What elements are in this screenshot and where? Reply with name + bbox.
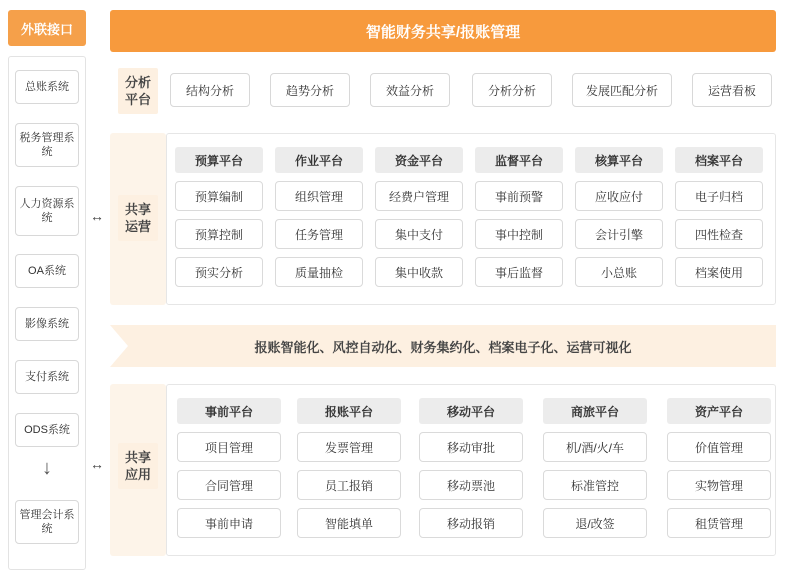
shared-application-label-line2: 应用 — [124, 467, 151, 482]
op-column-2-cell-2[interactable]: 集中收款 — [375, 257, 463, 287]
capabilities-banner — [110, 325, 776, 367]
app-column-2-head: 移动平台 — [419, 398, 523, 424]
shared-application-label — [118, 443, 158, 489]
arrow-down-icon: ↓ — [42, 457, 52, 479]
op-column-1-cell-2[interactable]: 质量抽检 — [275, 257, 363, 287]
op-column-4 — [575, 147, 663, 287]
op-column-3-cell-0[interactable]: 事前预警 — [475, 181, 563, 211]
op-column-2-head: 资金平台 — [375, 147, 463, 173]
app-column-0-cell-2[interactable]: 事前申请 — [177, 508, 281, 538]
op-column-5-head: 档案平台 — [675, 147, 763, 173]
op-column-5-cell-2[interactable]: 档案使用 — [675, 257, 763, 287]
analysis-chip-0[interactable]: 结构分析 — [170, 73, 250, 107]
left-item-2[interactable]: 人力资源系统 — [15, 186, 79, 236]
app-column-4-cell-0[interactable]: 价值管理 — [667, 432, 771, 462]
op-column-3 — [475, 147, 563, 287]
analysis-chip-3[interactable]: 分析分析 — [472, 73, 552, 107]
app-column-0-cell-0[interactable]: 项目管理 — [177, 432, 281, 462]
op-column-4-cell-1[interactable]: 会计引擎 — [575, 219, 663, 249]
app-column-3-head: 商旅平台 — [543, 398, 647, 424]
op-column-5 — [675, 147, 763, 287]
app-column-0-head: 事前平台 — [177, 398, 281, 424]
external-interface-column — [8, 10, 86, 570]
app-column-2 — [419, 398, 523, 538]
app-column-4-head: 资产平台 — [667, 398, 771, 424]
app-column-3 — [543, 398, 647, 538]
analysis-chip-2[interactable]: 效益分析 — [370, 73, 450, 107]
app-column-0-cell-1[interactable]: 合同管理 — [177, 470, 281, 500]
external-interface-header: 外联接口 — [8, 10, 86, 46]
op-column-1-head: 作业平台 — [275, 147, 363, 173]
op-column-3-cell-1[interactable]: 事中控制 — [475, 219, 563, 249]
app-column-3-cell-2[interactable]: 退/改签 — [543, 508, 647, 538]
app-column-1-cell-0[interactable]: 发票管理 — [297, 432, 401, 462]
page-title: 智能财务共享/报账管理 — [110, 10, 776, 52]
app-column-4-cell-1[interactable]: 实物管理 — [667, 470, 771, 500]
app-column-1 — [297, 398, 401, 538]
op-column-3-head: 监督平台 — [475, 147, 563, 173]
shared-application-link-arrow-icon: ↔ — [90, 456, 104, 472]
banner-text: 报账智能化、风控自动化、财务集约化、档案电子化、运营可视化 — [254, 339, 632, 355]
app-column-1-cell-1[interactable]: 员工报销 — [297, 470, 401, 500]
analysis-chip-4[interactable]: 发展匹配分析 — [572, 73, 672, 107]
op-column-3-cell-2[interactable]: 事后监督 — [475, 257, 563, 287]
left-item-4[interactable]: 影像系统 — [15, 307, 79, 341]
analysis-platform-label — [118, 68, 158, 114]
op-column-1-cell-1[interactable]: 任务管理 — [275, 219, 363, 249]
app-column-3-cell-1[interactable]: 标准管控 — [543, 470, 647, 500]
shared-operation-label-line2: 运营 — [124, 219, 151, 234]
op-column-5-cell-1[interactable]: 四性检查 — [675, 219, 763, 249]
shared-operation-label — [118, 195, 158, 241]
app-column-3-cell-0[interactable]: 机/酒/火/车 — [543, 432, 647, 462]
shared-application-label-line1: 共享 — [124, 450, 151, 465]
left-item-6[interactable]: ODS系统 — [15, 413, 79, 447]
op-column-0-cell-2[interactable]: 预实分析 — [175, 257, 263, 287]
app-column-0 — [177, 398, 281, 538]
shared-operation-link-arrow-icon: ↔ — [90, 208, 104, 224]
app-column-1-cell-2[interactable]: 智能填单 — [297, 508, 401, 538]
app-column-2-cell-1[interactable]: 移动票池 — [419, 470, 523, 500]
op-column-1-cell-0[interactable]: 组织管理 — [275, 181, 363, 211]
op-column-0 — [175, 147, 263, 287]
left-item-5[interactable]: 支付系统 — [15, 360, 79, 394]
analysis-label-line1: 分析 — [124, 75, 151, 90]
analysis-chip-1[interactable]: 趋势分析 — [270, 73, 350, 107]
shared-operation-label-line1: 共享 — [124, 202, 151, 217]
analysis-chip-5[interactable]: 运营看板 — [692, 73, 772, 107]
left-item-0[interactable]: 总账系统 — [15, 70, 79, 104]
op-column-0-cell-0[interactable]: 预算编制 — [175, 181, 263, 211]
app-column-4-cell-2[interactable]: 租赁管理 — [667, 508, 771, 538]
app-column-2-cell-0[interactable]: 移动审批 — [419, 432, 523, 462]
op-column-2-cell-1[interactable]: 集中支付 — [375, 219, 463, 249]
app-column-4 — [667, 398, 771, 538]
op-column-2-cell-0[interactable]: 经费户管理 — [375, 181, 463, 211]
left-item-3[interactable]: OA系统 — [15, 254, 79, 288]
op-column-1 — [275, 147, 363, 287]
left-item-1[interactable]: 税务管理系统 — [15, 123, 79, 167]
op-column-4-cell-0[interactable]: 应收应付 — [575, 181, 663, 211]
app-column-2-cell-2[interactable]: 移动报销 — [419, 508, 523, 538]
shared-application-panel — [166, 384, 776, 556]
op-column-0-cell-1[interactable]: 预算控制 — [175, 219, 263, 249]
analysis-label-line2: 平台 — [124, 92, 151, 107]
op-column-4-cell-2[interactable]: 小总账 — [575, 257, 663, 287]
analysis-platform-row — [166, 63, 776, 119]
op-column-4-head: 核算平台 — [575, 147, 663, 173]
shared-operation-panel — [166, 133, 776, 305]
op-column-2 — [375, 147, 463, 287]
op-column-0-head: 预算平台 — [175, 147, 263, 173]
left-item-7[interactable]: 管理会计系统 — [15, 500, 79, 544]
app-column-1-head: 报账平台 — [297, 398, 401, 424]
op-column-5-cell-0[interactable]: 电子归档 — [675, 181, 763, 211]
